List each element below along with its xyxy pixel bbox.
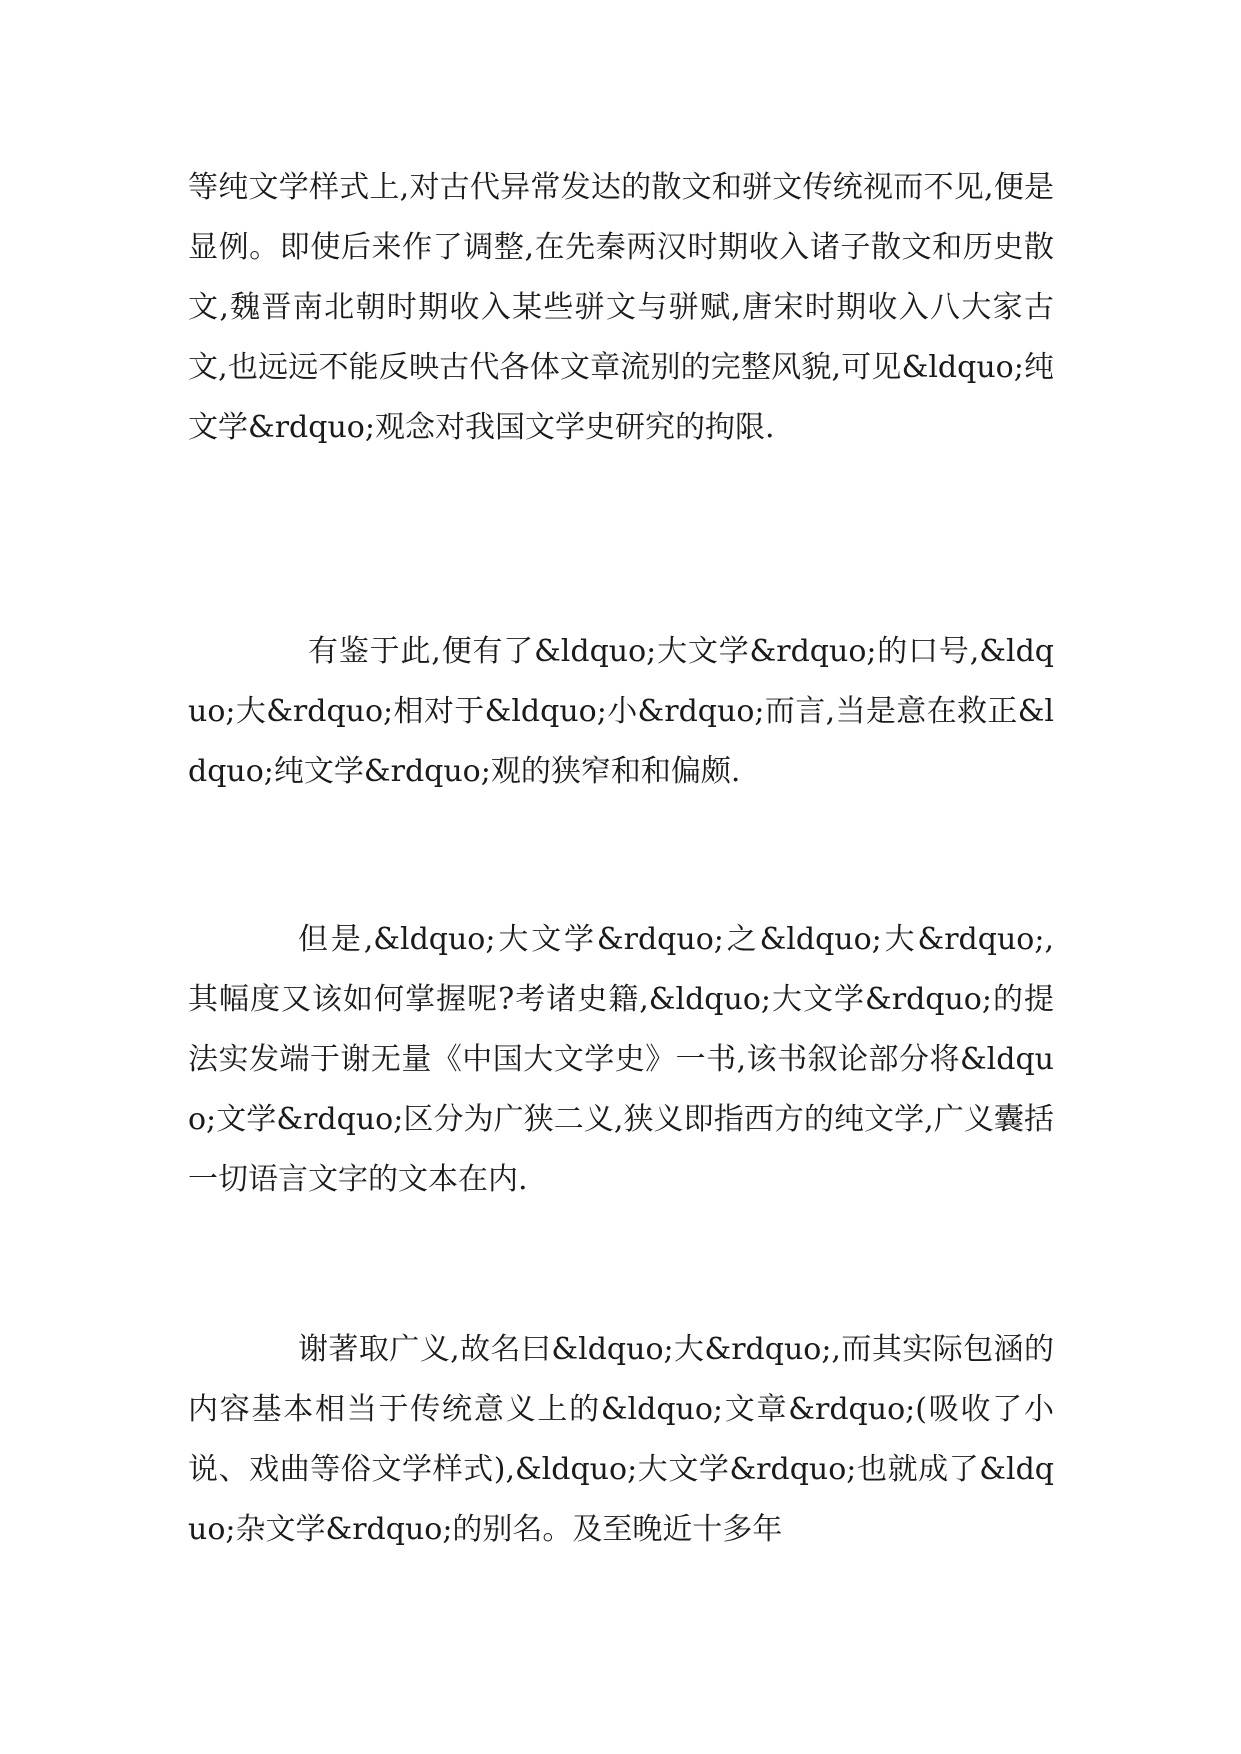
paragraph-2: 有鉴于此,便有了&ldquo;大文学&rdquo;的口号,&ldquo;大&rdquo;相对于&ldquo;小&rdquo;而言,当是意在救正&ldquo;纯文学&rdquo;观的狭窄和和偏颇. [188,634,1054,789]
paragraph-1: 等纯文学样式上,对古代异常发达的散文和骈文传统视而不见,便是显例。即使后来作了调整,在先秦两汉时期收入诸子散文和历史散文,魏晋南北朝时期收入某些骈文与骈赋,唐宋时期收入八大家古文,也远远不能反映古代各体文章流别的完整风貌,可见&ldquo;纯文学&rdquo;观念对我国文学史研究的拘限. [188,170,1054,445]
paragraph-3: 但是,&ldquo;大文学&rdquo;之&ldquo;大&rdquo;,其幅度又该如何掌握呢?考诸史籍,&ldquo;大文学&rdquo;的提法实发端于谢无量《中国大文学史》一书,该书叙论部分将&ldquo;文学&rdquo;区分为广狭二义,狭义即指西方的纯文学,广义囊括一切语言文字的文本在内. [188,922,1054,1197]
paragraph-4: 谢著取广义,故名曰&ldquo;大&rdquo;,而其实际包涵的内容基本相当于传统意义上的&ldquo;文章&rdquo;(吸收了小说、戏曲等俗文学样式),&ldquo;大文学&rdquo;也就成了&ldquo;杂文学&rdquo;的别名。及至晚近十多年 [188,1332,1054,1547]
